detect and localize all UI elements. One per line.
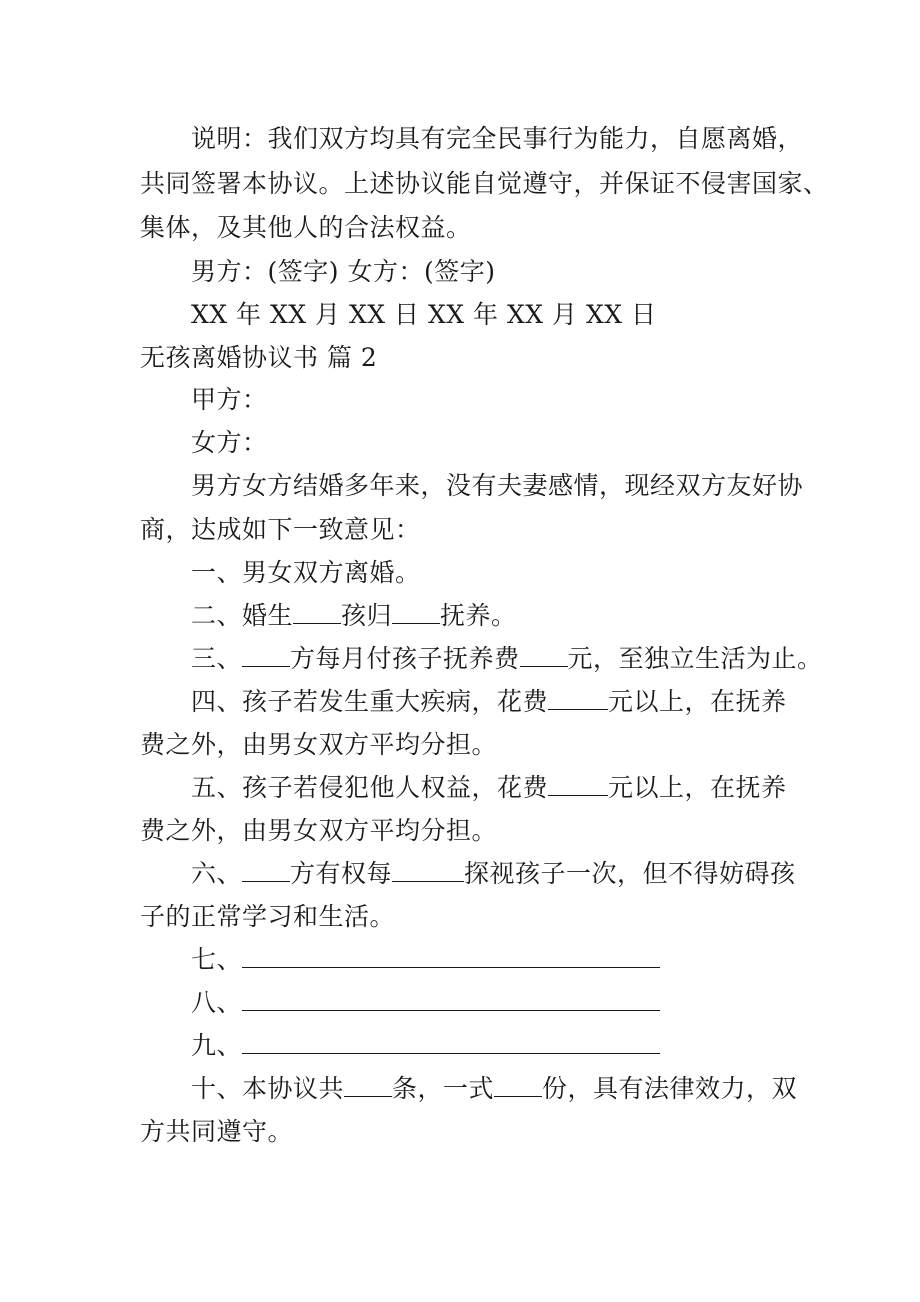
clause-10-blank-2 [494, 1074, 542, 1097]
clause-9-label: 九、 [191, 1031, 243, 1060]
clause-1: 一、男女双方离婚。 [191, 558, 421, 587]
clause-3-text-1: 三、 [191, 644, 243, 673]
clause-3-blank-1 [242, 644, 290, 667]
clause-6-blank-1 [242, 859, 290, 882]
clause-2-text-2: 孩归 [341, 601, 393, 630]
clause-6-text-2: 方有权每 [290, 859, 393, 888]
clause-7 [191, 945, 660, 975]
clause-3 [191, 644, 823, 674]
intro-line-1: 说明：我们双方均具有完全民事行为能力，自愿离婚， [191, 124, 804, 153]
clause-2-blank-2 [392, 601, 440, 624]
clause-4-text-2: 元以上，在抚养 [608, 687, 787, 716]
clause-10-text-3: 份，具有法律效力，双 [542, 1074, 798, 1103]
date-line: XX 年 XX 月 XX 日 XX 年 XX 月 XX 日 [191, 300, 657, 329]
clause-7-label: 七、 [191, 945, 243, 974]
party-b-label: 女方： [191, 428, 268, 457]
intro-line-3: 集体，及其他人的合法权益。 [140, 213, 472, 242]
clause-10-line-1 [191, 1074, 797, 1104]
preamble-line-1: 男方女方结婚多年来，没有夫妻感情，现经双方友好协 [191, 471, 804, 500]
clause-6-line-1 [191, 859, 796, 889]
clause-6-blank-2 [392, 859, 464, 882]
signature-line: 男方：(签字) 女方：(签字) [191, 257, 496, 286]
clause-10-text-1: 十、本协议共 [191, 1074, 345, 1103]
intro-line-2: 共同签署本协议。上述协议能自觉遵守，并保证不侵害国家、 [140, 169, 829, 198]
clause-2-text-3: 抚养。 [440, 601, 517, 630]
clause-2 [191, 601, 517, 631]
clause-4-text-1: 四、孩子若发生重大疾病，花费 [191, 687, 549, 716]
clause-2-text-1: 二、婚生 [191, 601, 294, 630]
section-title: 无孩离婚协议书 篇 2 [140, 343, 378, 372]
clause-10-text-2: 条，一式 [392, 1074, 495, 1103]
clause-8 [191, 988, 660, 1018]
clause-4-line-2: 费之外，由男女双方平均分担。 [140, 730, 498, 759]
clause-3-blank-2 [520, 644, 568, 667]
clause-6-text-3: 探视孩子一次，但不得妨碍孩 [464, 859, 796, 888]
clause-5-line-1 [191, 773, 787, 803]
clause-8-label: 八、 [191, 988, 243, 1017]
clause-10-blank-1 [344, 1074, 392, 1097]
preamble-line-2: 商，达成如下一致意见： [140, 515, 421, 544]
clause-7-blank [242, 945, 660, 968]
clause-4-blank-1 [548, 687, 608, 710]
clause-8-blank [242, 988, 660, 1011]
clause-3-text-2: 方每月付孩子抚养费 [290, 644, 520, 673]
clause-4-line-1 [191, 687, 787, 717]
clause-10-line-2: 方共同遵守。 [140, 1117, 294, 1146]
clause-2-blank-1 [293, 601, 341, 624]
clause-5-text-1: 五、孩子若侵犯他人权益，花费 [191, 773, 549, 802]
clause-5-line-2: 费之外，由男女双方平均分担。 [140, 816, 498, 845]
clause-5-blank-1 [548, 773, 608, 796]
clause-9 [191, 1031, 660, 1061]
clause-6-line-2: 子的正常学习和生活。 [140, 902, 396, 931]
party-a-label: 甲方： [191, 385, 268, 414]
clause-9-blank [242, 1031, 660, 1054]
clause-3-text-3: 元，至独立生活为止。 [567, 644, 823, 673]
clause-5-text-2: 元以上，在抚养 [608, 773, 787, 802]
clause-6-text-1: 六、 [191, 859, 243, 888]
